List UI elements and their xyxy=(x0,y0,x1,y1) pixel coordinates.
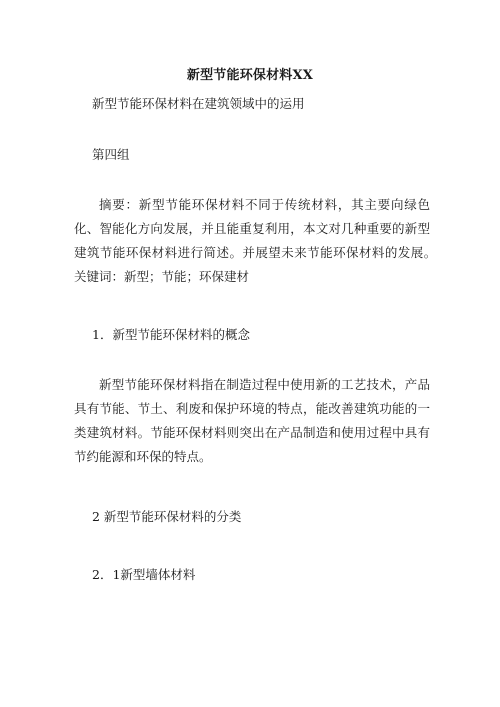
group-label: 第四组 xyxy=(92,147,130,162)
section-1-body: 新型节能环保材料指在制造过程中使用新的工艺技术，产品具有节能、节土、利废和保护环境的特点，能改善建筑功能的一类建筑材料。节能环保材料则突出在产品制造和使用过程中具有节约能源和环保的特点。 xyxy=(74,377,430,464)
section-1-heading: 1．新型节能环保材料的概念 xyxy=(92,327,250,342)
document-title: 新型节能环保材料XX xyxy=(186,68,314,83)
abstract-paragraph: 摘要：新型节能环保材料不同于传统材料，其主要向绿色化、智能化方向发展，并且能重复利用，本文对几种重要的新型建筑节能环保材料进行简述。并展望未来节能环保材料的发展。 关键词：新型；节能；环保建材 xyxy=(74,197,443,284)
section-2-1-heading: 2．1新型墙体材料 xyxy=(92,567,196,582)
section-2-heading: 2 新型节能环保材料的分类 xyxy=(92,509,242,524)
document-subtitle: 新型节能环保材料在建筑领域中的运用 xyxy=(92,96,305,111)
